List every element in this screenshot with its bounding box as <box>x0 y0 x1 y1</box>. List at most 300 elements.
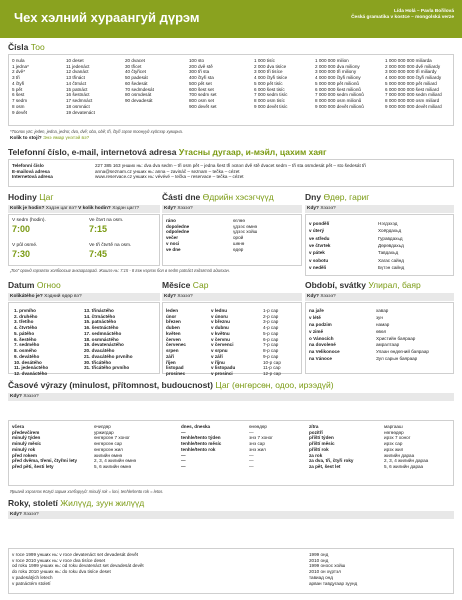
numbers-box <box>8 54 454 126</box>
roky-question: Kdy? Хэзээ? <box>10 512 39 517</box>
section-obdobi <box>305 280 455 291</box>
contact-value: anna@seznam.cz унших нь: anna – zavináč – seznam – tečka – cézet <box>95 168 240 174</box>
day-part-cz: ráno <box>166 218 176 223</box>
day-part-mn: үдээс хойш <box>233 229 258 235</box>
past-mn-item: өнгөрсөн сар <box>94 441 122 447</box>
author-block <box>351 9 454 22</box>
month-mn: 8-р сар <box>263 348 279 354</box>
numbers-col-4 <box>189 58 217 110</box>
hodiny-question: Kolik je hodin? Хэдэн цаг вэ? V kolik hodin? Хэдэн цагт? <box>10 206 140 211</box>
month-mn: 2-р сар <box>263 313 279 319</box>
number-item: 11 jedenáct <box>66 63 90 69</box>
day-cz: v úterý <box>309 228 325 234</box>
season-cz: o Vánocích <box>309 335 334 341</box>
month-name: srpen <box>166 348 179 354</box>
day-cz: v neděli <box>309 265 327 271</box>
year-mn: арван тавдугаар зуунд <box>309 580 358 586</box>
number-item: 70 sedmdesát <box>125 86 154 92</box>
season-mn: Христийн баяраар <box>376 335 416 341</box>
dates-col-2 <box>84 308 133 371</box>
number-item: 2 000 000 dva miliony <box>315 63 360 69</box>
number-item: 12 dvanáct <box>66 69 89 75</box>
number-item: 600 šest set <box>189 86 214 92</box>
month-locative: v listopadu <box>211 365 236 371</box>
months-col-2 <box>211 308 235 377</box>
months-col-3 <box>263 308 281 377</box>
day-part-mn: өдөр <box>233 246 244 252</box>
number-item: 8 000 000 osm milionů <box>315 98 362 104</box>
month-name: leden <box>166 308 178 313</box>
day-part-mn: өглөө <box>233 218 245 223</box>
date-item: 16. šestnáctého <box>84 325 119 331</box>
day-parts-mn <box>233 218 257 252</box>
future-cz-item: příští měsíc <box>309 441 335 447</box>
number-item: 3 tři <box>12 75 20 81</box>
time-note: „Тоо“ оронд хэрэглэх холбоосыг анхаараарай. Жишээ нь: 7:15 - 8 гэж нэрлэх бол в sedm patnáct гэдэгтэй адилхан. <box>10 268 230 273</box>
season-mn: Зул сарын баяраар <box>376 356 418 362</box>
time-box <box>8 214 160 266</box>
year-cz: v roce 2010 унших нь: v roce dva tisíce deset <box>12 557 106 563</box>
year-mn: 2010 он хүртэл <box>309 569 341 575</box>
datum-question: Kolikátého je? Хэдний өдөр вэ? <box>10 294 82 299</box>
date-item: 17. sedmnáctého <box>84 330 122 336</box>
future-mn-item: жилийн дараа <box>384 452 415 458</box>
future-mn-item: ирэх 7 хоног <box>384 435 411 441</box>
present-cz-item: dnes, dneska <box>181 424 211 429</box>
day-mn: Гуравдахьд <box>378 235 403 241</box>
months-box <box>162 302 302 377</box>
future-cz-item: zítra <box>309 424 319 429</box>
season-mn: амралтаар <box>376 342 400 348</box>
number-item: 80 osmdesát <box>125 92 152 98</box>
number-item: 8 osm <box>12 103 25 109</box>
day-mn: Хоёрдахьд <box>378 228 402 234</box>
mesice-question: Kdy? Хэзээ? <box>164 294 193 299</box>
number-item: 800 osm set <box>189 98 215 104</box>
number-item: 17 sedmnáct <box>66 98 93 104</box>
present-mn-item: — <box>249 429 254 435</box>
time-expr-box <box>8 420 454 486</box>
date-item: 4. čtvrtého <box>14 325 38 331</box>
casti-question: Kdy? Хэзээ? <box>164 206 193 211</box>
section-roky <box>8 498 454 509</box>
year-mn: тавиад онд <box>309 574 333 580</box>
month-locative: v červenci <box>211 342 234 348</box>
month-name: květen <box>166 330 181 336</box>
present-cz-item: tenhle/tento týden <box>181 435 221 441</box>
number-item: 3 000 tři tisíce <box>254 69 283 75</box>
date-item: 13. třináctého <box>84 308 114 313</box>
present-cz-item: — <box>181 458 186 464</box>
present-mn-item: — <box>249 458 254 464</box>
month-locative: v dubnu <box>211 325 229 331</box>
numbers-col-3 <box>125 58 154 104</box>
year-cz: od roku 1999 унших нь: od roku devatenáct set devadesát devět <box>12 563 144 569</box>
number-item: 2 000 dva tisíce <box>254 63 287 69</box>
past-mn-item: уржигдар <box>94 429 114 435</box>
month-mn: 10-р сар <box>263 359 281 365</box>
date-item: 14. čtrnáctého <box>84 313 116 319</box>
season-cz: na podzim <box>309 321 332 327</box>
month-mn: 6-р сар <box>263 336 279 342</box>
number-item: 8 000 osm tisíc <box>254 98 285 104</box>
contact-labels <box>12 163 53 180</box>
number-item: 8 000 000 000 osm miliard <box>385 98 440 104</box>
number-item: 7 000 000 000 sedm miliard <box>385 92 442 98</box>
number-item: 9 devět <box>12 109 28 115</box>
section-title: Části dne Өдрийн хэсэгчүүд <box>162 192 274 202</box>
present-cz <box>181 424 221 470</box>
numbers-col-2 <box>66 58 95 115</box>
past-cz-item: minulý týden <box>12 435 41 441</box>
future-mn-item: 2, 3, 4 жилийн дараа <box>384 458 429 464</box>
past-mn-item: өнгөрсөн 7 хоног <box>94 435 130 441</box>
numbers-col-1 <box>12 58 29 115</box>
contact-box <box>8 159 454 187</box>
section-title: Měsíce Сар <box>162 280 209 290</box>
month-name: říjen <box>166 359 176 365</box>
day-mn: Нэгдэхэд <box>378 221 398 226</box>
number-item: 5 000 pět tisíc <box>254 80 283 86</box>
months-col-1 <box>166 308 186 377</box>
number-item: 10 deset <box>66 58 84 63</box>
past-cz-item: před rokem <box>12 452 38 458</box>
number-item: 50 padesát <box>125 75 148 81</box>
date-item: 8. osmého <box>14 348 37 354</box>
year-mn: 1999 онд <box>309 552 329 557</box>
day-part-cz: večer <box>166 235 179 241</box>
month-locative: v březnu <box>211 319 230 325</box>
numbers-col-5 <box>254 58 287 110</box>
number-item: 9 000 000 000 devět miliard <box>385 103 442 109</box>
number-item: 13 třináct <box>66 75 85 81</box>
day-cz: v pátek <box>309 250 325 256</box>
past-cz-item: před pěti, šesti lety <box>12 464 54 470</box>
number-item: 4 000 000 čtyři miliony <box>315 75 361 81</box>
dates-box <box>8 302 160 377</box>
month-locative: v lednu <box>211 308 228 313</box>
number-item: 6 000 šest tisíc <box>254 86 285 92</box>
date-item: 1. prvního <box>14 308 36 313</box>
future-mn-item: ирэх сар <box>384 441 403 447</box>
section-title: Čísla Тоо <box>8 42 45 52</box>
number-item: 5 pět <box>12 86 23 92</box>
number-item: 300 tři sta <box>189 69 210 75</box>
past-mn-item: 2, 3, 4 жилийн өмнө <box>94 458 137 464</box>
date-item: 11. jedenáctého <box>14 365 49 371</box>
section-cisla <box>8 42 454 53</box>
day-parts-box <box>162 214 302 266</box>
section-telefon <box>8 147 454 158</box>
year-cz: do roku 2010 унших нь: do roku dva tisíce deset <box>12 569 111 575</box>
contact-value: www.reservace.cz унших нь: vévévé – tečka – reservace – tečka – cézet <box>95 174 244 180</box>
number-item: 7 000 000 sedm milionů <box>315 92 364 98</box>
day-part-cz: odpoledne <box>166 229 190 235</box>
day-part-cz: dopoledne <box>166 223 190 229</box>
author-names: Lída Holá – Pavla Bořilová <box>394 9 454 14</box>
future-cz-item: pozítří <box>309 429 323 435</box>
number-item: 2 dvě* <box>12 69 26 75</box>
day-cz: v sobotu <box>309 257 329 263</box>
number-item: 40 čtyřicet <box>125 69 146 75</box>
time-item-3: V půl osmé. 7:30 <box>12 243 38 259</box>
contact-values <box>95 163 366 180</box>
years-cz <box>12 552 144 586</box>
month-mn: 4-р сар <box>263 325 279 331</box>
month-name: červenec <box>166 342 186 348</box>
present-cz-item: — <box>181 452 186 458</box>
season-mn: өвөл <box>376 328 387 334</box>
dates-col-1 <box>14 308 48 377</box>
numbers-col-7 <box>385 58 442 110</box>
present-mn-item: энэ сар <box>249 441 265 447</box>
number-item: 0 nula <box>12 58 25 63</box>
days-box <box>305 214 454 276</box>
month-locative: v říjnu <box>211 359 225 365</box>
days-cz <box>309 220 330 271</box>
month-locative: v květnu <box>211 330 230 336</box>
day-mn: Бүтэн сайнд <box>378 265 405 271</box>
future-cz-item: příští rok <box>309 446 329 452</box>
future-mn-item: ирэх жил <box>384 446 404 452</box>
season-cz: na Vánoce <box>309 356 332 362</box>
years-box <box>8 548 454 594</box>
past-cz-item: minulý rok <box>12 446 36 452</box>
section-casove <box>8 380 454 391</box>
section-mesice <box>162 280 302 291</box>
month-locative: v září <box>211 353 223 359</box>
date-item: 5. pátého <box>14 330 35 336</box>
year-cz: v patnáctém století <box>12 580 51 586</box>
month-mn: 9-р сар <box>263 353 279 359</box>
present-cz-item: tenhle/tento rok <box>181 446 216 452</box>
number-item: 14 čtrnáct <box>66 80 87 86</box>
present-mn-item: энэ 7 хоног <box>249 435 273 441</box>
future-mn-item: маргааш <box>384 424 403 429</box>
number-item: 90 devadesát <box>125 98 153 104</box>
date-item: 31. třicátého prvního <box>84 365 130 371</box>
past-cz-item: včera <box>12 424 25 429</box>
future-cz-item: příští týden <box>309 435 334 441</box>
season-cz: v létě <box>309 314 321 320</box>
number-item: 1 000 tisíc <box>254 58 275 63</box>
month-mn: 7-р сар <box>263 342 279 348</box>
casove-question-bar <box>8 393 454 401</box>
month-mn: 11-р сар <box>263 365 281 371</box>
numbers-col-6 <box>315 58 364 110</box>
obdobi-question: Kdy? Хэзээ? <box>307 294 336 299</box>
present-mn <box>249 424 273 470</box>
season-mn: хавар <box>376 308 389 313</box>
past-cz <box>12 424 77 470</box>
date-item: 2. druhého <box>14 313 38 319</box>
number-item: 9 000 devět tisíc <box>254 103 288 109</box>
future-mn <box>384 424 428 470</box>
price-question: Kolik to stojí? Энэ ямар үнэтэй вэ? <box>10 136 90 141</box>
time-item-1: V sedm (hodin). 7:00 <box>12 218 46 234</box>
date-item: 21. dvacátého prvního <box>84 353 133 359</box>
month-name: červen <box>166 336 181 342</box>
number-item: 5 000 000 000 pět miliard <box>385 80 437 86</box>
section-casti <box>162 192 312 203</box>
contact-label: Telefonní číslo <box>12 163 44 168</box>
day-mn: Дөрөвдахьд <box>378 243 404 249</box>
date-item: 18. osmnáctého <box>84 336 119 342</box>
date-item: 30. třicátého <box>84 359 112 365</box>
season-mn: зун <box>376 314 383 320</box>
past-mn-item: жилийн өмнө <box>94 452 123 458</box>
day-parts-cz <box>166 218 189 252</box>
number-item: 900 devět set <box>189 103 217 109</box>
past-mn-item: 5, 6 жилийн өмнө <box>94 464 132 470</box>
section-dny <box>305 192 455 203</box>
section-title: Roky, století Жилүүд, зуун жилүүд <box>8 498 145 508</box>
season-cz: na dovolené <box>309 342 336 348</box>
present-mn-item: — <box>249 452 254 458</box>
past-cz-item: předevčírem <box>12 429 40 435</box>
casove-question: Kdy? Хэзээ? <box>10 394 39 399</box>
book-subtitle: Česká gramatika v kostce – mongolská verze <box>351 15 454 21</box>
number-item: 3 000 000 tři miliony <box>315 69 357 75</box>
number-item: 6 šest <box>12 92 25 98</box>
number-item: 1 000 000 000 miliarda <box>385 58 432 63</box>
number-item: 6 000 000 šest milionů <box>315 86 361 92</box>
month-locative: v červnu <box>211 336 230 342</box>
season-mn: Улаан өндөгний баяраар <box>376 349 429 355</box>
year-mn: 2010 онд <box>309 557 329 563</box>
section-hodiny <box>8 192 158 203</box>
time-item-2: Ve čtvrt na osm. 7:15 <box>89 218 124 234</box>
number-item: 16 šestnáct <box>66 92 90 98</box>
section-title: Telefonní číslo, e-mail, internetová adresa Утасны дугаар, и-мэйл, цахим хаяг <box>8 147 327 157</box>
day-cz: ve čtvrtek <box>309 243 331 249</box>
number-item: 6 000 000 000 šest miliard <box>385 86 439 92</box>
years-mn <box>309 552 357 586</box>
day-part-mn: шөнө <box>233 240 245 246</box>
month-name: duben <box>166 325 180 331</box>
dny-question: Kdy? Хэзээ? <box>307 206 336 211</box>
number-item: 4 000 000 000 čtyři miliardy <box>385 75 442 81</box>
number-item: 60 šedesát <box>125 80 148 86</box>
number-item: 4 000 čtyři tisíce <box>254 75 288 81</box>
season-cz: na jaře <box>309 308 324 313</box>
section-title: Datum Огноо <box>8 280 61 290</box>
seasons-mn <box>376 308 429 363</box>
future-cz <box>309 424 353 470</box>
month-name: listopad <box>166 365 184 371</box>
month-locative: v únoru <box>211 313 228 319</box>
header-banner <box>0 0 462 38</box>
number-item: 700 sedm set <box>189 92 217 98</box>
month-mn: 1-р сар <box>263 308 279 313</box>
date-item: 3. třetího <box>14 319 34 325</box>
future-cz-item: za dva, tři, čtyři roky <box>309 458 354 464</box>
contact-value: 227 385 163 унших нь: dva dva sedm – tři osm pět – jedna šest tři эсвэл dvě stě dvacet sedm – tři sta osmdesát pět – sto šedesát tři <box>95 163 366 168</box>
present-mn-item: энэ жил <box>249 446 266 452</box>
day-mn: Тавдахьд <box>378 250 399 256</box>
date-item: 15. patnáctého <box>84 319 117 325</box>
number-item: 7 000 sedm tisíc <box>254 92 288 98</box>
month-name: prosinec <box>166 371 186 377</box>
seasons-cz <box>309 308 340 363</box>
numbers-footnote: *Тоолох үгс: jeden, jedna, jedno; dva, dvě; oba, obě; tři, čtyři зэрэг тоонууд хүйсээр хувирна. <box>10 129 183 134</box>
number-item: 5 000 000 pět milionů <box>315 80 359 86</box>
month-name: září <box>166 353 174 359</box>
day-part-cz: ve dne <box>166 246 181 252</box>
future-cz-item: za pět, šest let <box>309 464 341 470</box>
number-item: 200 dvě stě <box>189 63 213 69</box>
day-mn: Хагас сайнд <box>378 257 404 263</box>
number-item: 1 jedna* <box>12 63 29 69</box>
date-item: 20. dvacátého <box>84 348 115 354</box>
time-item-4: Ve tři čtvrtě na osm. 7:45 <box>89 243 132 259</box>
past-mn-item: өнгөрсөн жил <box>94 446 123 452</box>
date-item: 7. sedmého <box>14 342 40 348</box>
present-mn-item: өнөөдөр <box>249 424 267 429</box>
present-mn-item: — <box>249 464 254 470</box>
date-item: 19. devatenáctého <box>84 342 124 348</box>
present-cz-item: — <box>181 429 186 435</box>
month-name: únor <box>166 313 177 319</box>
month-mn: 12-р сар <box>263 371 281 377</box>
number-item: 1 000 000 milion <box>315 58 349 63</box>
future-mn-item: 5, 6 жилийн дараа <box>384 464 424 470</box>
number-item: 30 třicet <box>125 63 142 69</box>
number-item: 18 osmnáct <box>66 103 90 109</box>
day-cz: ve středu <box>309 235 330 241</box>
future-mn-item: нөгөөдөр <box>384 429 404 435</box>
number-item: 100 sto <box>189 58 205 63</box>
month-locative: v srpnu <box>211 348 228 354</box>
section-title: Dny Өдөр, гариг <box>305 192 370 202</box>
past-cz-item: minulý měsíc <box>12 441 42 447</box>
date-item: 6. šestého <box>14 336 37 342</box>
day-part-cz: v noci <box>166 240 180 246</box>
seasons-box <box>305 302 454 374</box>
year-cz: v roce 1999 унших нь: v roce devatenáct set devadesát devět <box>12 552 139 557</box>
number-item: 400 čtyři sta <box>189 75 214 81</box>
number-item: 4 čtyři <box>12 80 25 86</box>
section-title: Období, svátky Улирал, баяр <box>305 280 421 290</box>
section-title: Časové výrazy (minulost, přítomnost, budoucnost) Цаг (өнгөрсөн, одоо, ирээдүй) <box>8 380 334 390</box>
number-item: 19 devatenáct <box>66 109 95 115</box>
contact-label: Internetová adresa <box>12 174 53 180</box>
season-cz: v zimě <box>309 328 324 334</box>
roky-question-bar <box>8 511 454 519</box>
season-mn: намар <box>376 321 390 327</box>
future-cz-item: za rok <box>309 452 323 458</box>
month-mn: 5-р сар <box>263 330 279 336</box>
day-part-mn: үдээс өмнө <box>233 223 258 229</box>
past-mn <box>94 424 136 470</box>
day-part-mn: орой <box>233 235 244 241</box>
number-item: 3 000 000 000 tři miliardy <box>385 69 437 75</box>
number-item: 7 sedm <box>12 98 28 104</box>
number-item: 15 patnáct <box>66 86 88 92</box>
past-cz-item: před dvěma, třemi, čtyřmi lety <box>12 458 78 464</box>
past-mn-item: өчигдөр <box>94 424 111 429</box>
time-expr-note: Ярианд хэрэглэх ёсгүй зарим хэлбэрүүд: minulý rok = loni, tenhle/tento rok = letos. <box>10 489 164 494</box>
date-item: 12. dvanáctého <box>14 371 48 377</box>
month-locative: v prosinci <box>211 371 233 377</box>
number-item: 20 dvacet <box>125 58 145 63</box>
present-cz-item: — <box>181 464 186 470</box>
contact-label: E-mailová adresa <box>12 168 50 174</box>
season-cz: na Velikonoce <box>309 349 340 355</box>
number-item: 2 000 000 000 dvě miliardy <box>385 63 441 69</box>
number-item: 500 pět set <box>189 80 212 86</box>
days-mn <box>378 220 404 271</box>
